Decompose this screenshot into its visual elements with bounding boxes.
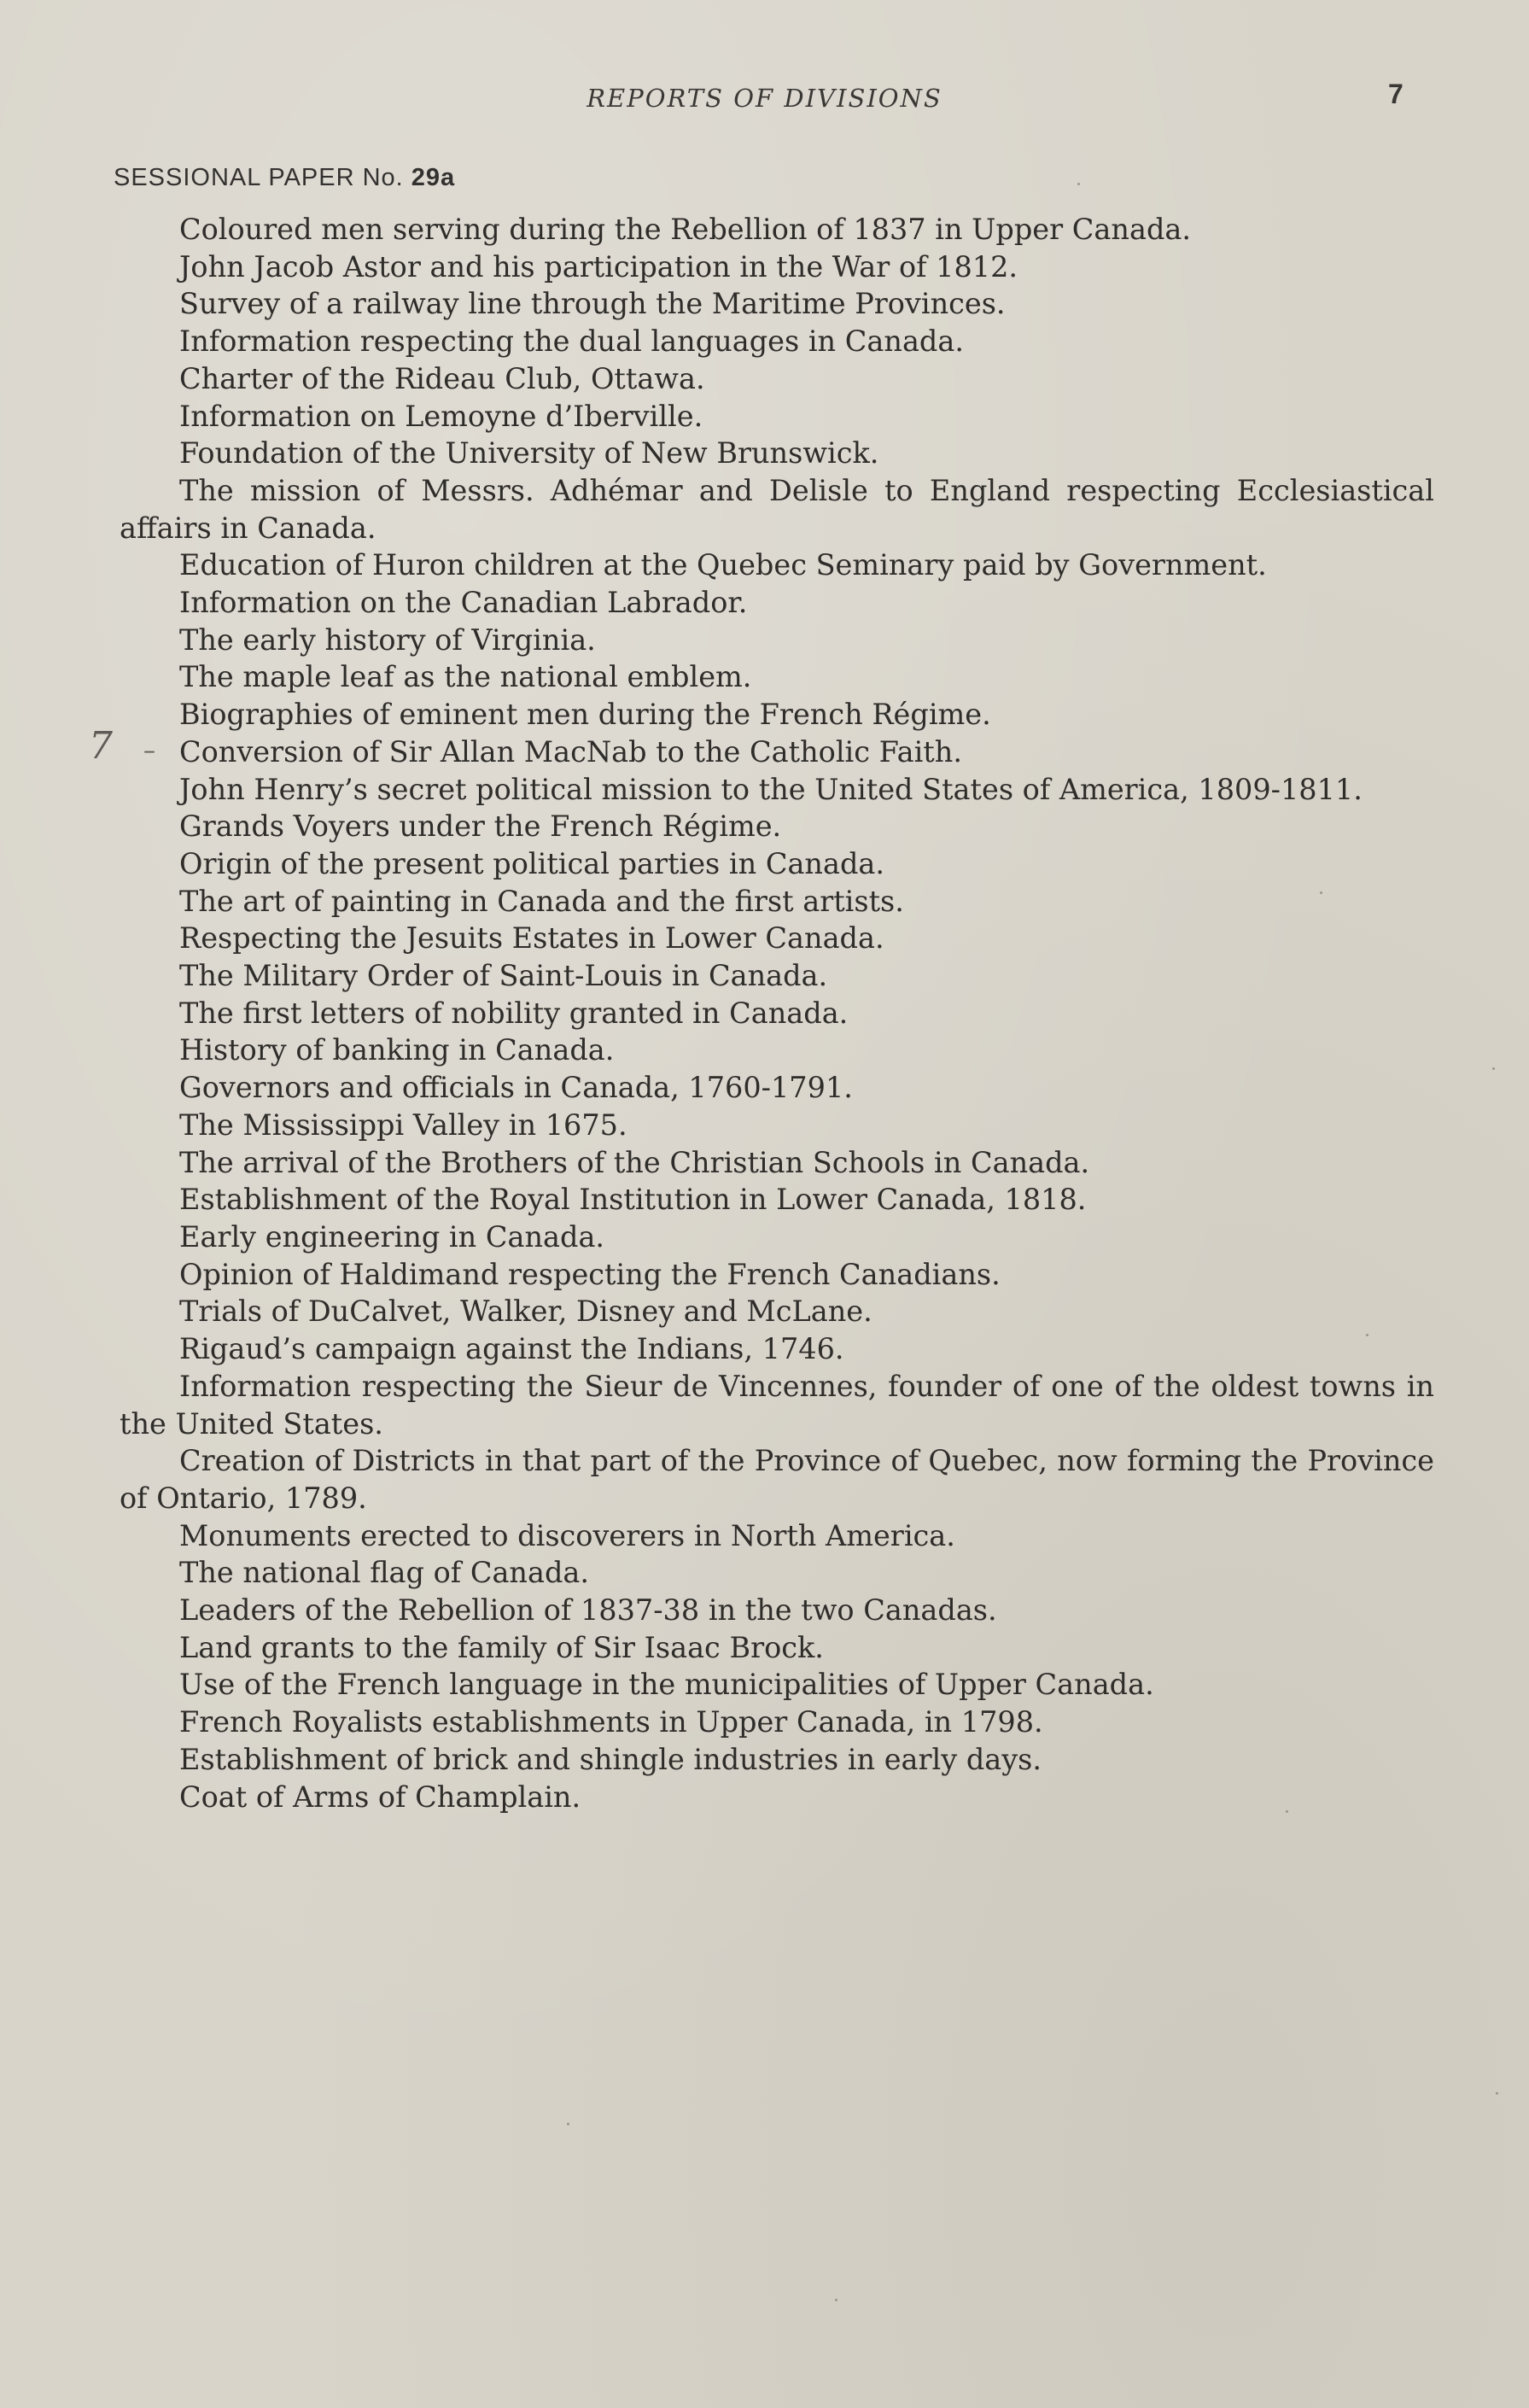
list-item: The Mississippi Valley in 1675. — [179, 1108, 627, 1142]
list-item: Education of Huron children at the Quebec Seminary paid by Government. — [179, 548, 1267, 582]
list-item: Monuments erected to discoverers in North America. — [179, 1518, 955, 1552]
list-item: Use of the French language in the municipalities of Upper Canada. — [179, 1668, 1154, 1702]
list-item: Early engineering in Canada. — [179, 1219, 605, 1254]
page-number: 7 — [1388, 79, 1404, 109]
list-item: Information respecting the dual languages in Canada. — [179, 324, 964, 359]
paper-speck — [1496, 2092, 1498, 2095]
list-item: Origin of the present political parties in Canada. — [179, 846, 885, 880]
list-item: The Military Order of Saint-Louis in Canada. — [179, 959, 828, 993]
sessional-paper-label — [114, 164, 455, 192]
list-item: Establishment of brick and shingle industries in early days. — [179, 1742, 1042, 1776]
list-item: Leaders of the Rebellion of 1837-38 in the two Canadas. — [179, 1593, 997, 1628]
list-item: Survey of a railway line through the Maritime Provinces. — [179, 287, 1006, 321]
list-item: The arrival of the Brothers of the Christian Schools in Canada. — [179, 1145, 1090, 1179]
list-item: The first letters of nobility granted in Canada. — [179, 996, 849, 1030]
list-item: Respecting the Jesuits Estates in Lower Canada. — [179, 921, 884, 956]
sessional-number: 29a — [411, 164, 456, 191]
list-item: History of banking in Canada. — [179, 1033, 615, 1067]
list-item: Information on Lemoyne d’Iberville. — [179, 399, 703, 433]
list-item: Establishment of the Royal Institution in Lower Canada, 1818. — [179, 1183, 1087, 1217]
list-item: Foundation of the University of New Brunswick. — [179, 436, 879, 470]
list-item: Trials of DuCalvet, Walker, Disney and McLane. — [179, 1295, 872, 1329]
list-item: The early history of Virginia. — [179, 622, 596, 657]
sessional-label-text: SESSIONAL PAPER No. — [114, 164, 404, 191]
list-item: Coloured men serving during the Rebellion of 1837 in Upper Canada. — [179, 213, 1192, 246]
pencil-margin-dash: – — [143, 736, 155, 764]
list-item: Information on the Canadian Labrador. — [179, 586, 748, 620]
paper-speck — [1492, 1067, 1495, 1070]
list-item: The national flag of Canada. — [179, 1556, 590, 1590]
list-item: The mission of Messrs. Adhémar and Delisle to England respecting Ecclesiastical affairs in Canada. — [120, 473, 1434, 545]
paper-speck — [1366, 1334, 1369, 1336]
pencil-margin-number: 7 — [89, 724, 113, 768]
list-item: Coat of Arms of Champlain. — [179, 1780, 581, 1814]
paper-speck — [1286, 1810, 1288, 1813]
list-item: Land grants to the family of Sir Isaac Brock. — [179, 1630, 824, 1664]
running-head: REPORTS OF DIVISIONS — [587, 84, 942, 113]
paper-speck — [567, 2123, 569, 2125]
list-item: The maple leaf as the national emblem. — [179, 660, 752, 694]
list-item: John Jacob Astor and his participation in the War of 1812. — [179, 249, 1018, 283]
list-item: John Henry’s secret political mission to the United States of America, 1809-1811. — [179, 772, 1363, 806]
topic-list — [120, 211, 1434, 1815]
list-item: Charter of the Rideau Club, Ottawa. — [179, 361, 705, 395]
list-item: Rigaud’s campaign against the Indians, 1746. — [179, 1332, 844, 1366]
paper-speck — [1320, 891, 1322, 894]
list-item: The art of painting in Canada and the first artists. — [179, 884, 904, 918]
list-item: French Royalists establishments in Upper Canada, in 1798. — [179, 1705, 1043, 1739]
paper-speck — [1077, 183, 1080, 185]
list-item: Biographies of eminent men during the French Régime. — [179, 698, 991, 732]
list-item: Opinion of Haldimand respecting the French Canadians. — [179, 1257, 1001, 1291]
list-item: Creation of Districts in that part of the Province of Quebec, now forming the Province of Ontario, 1789. — [120, 1444, 1434, 1515]
list-item: Conversion of Sir Allan MacNab to the Catholic Faith. — [179, 734, 962, 769]
list-item: Grands Voyers under the French Régime. — [179, 809, 782, 844]
list-item: Information respecting the Sieur de Vincennes, founder of one of the oldest towns in the United States. — [120, 1369, 1434, 1441]
list-item: Governors and officials in Canada, 1760-1791. — [179, 1071, 853, 1105]
paper-speck — [835, 2299, 837, 2301]
